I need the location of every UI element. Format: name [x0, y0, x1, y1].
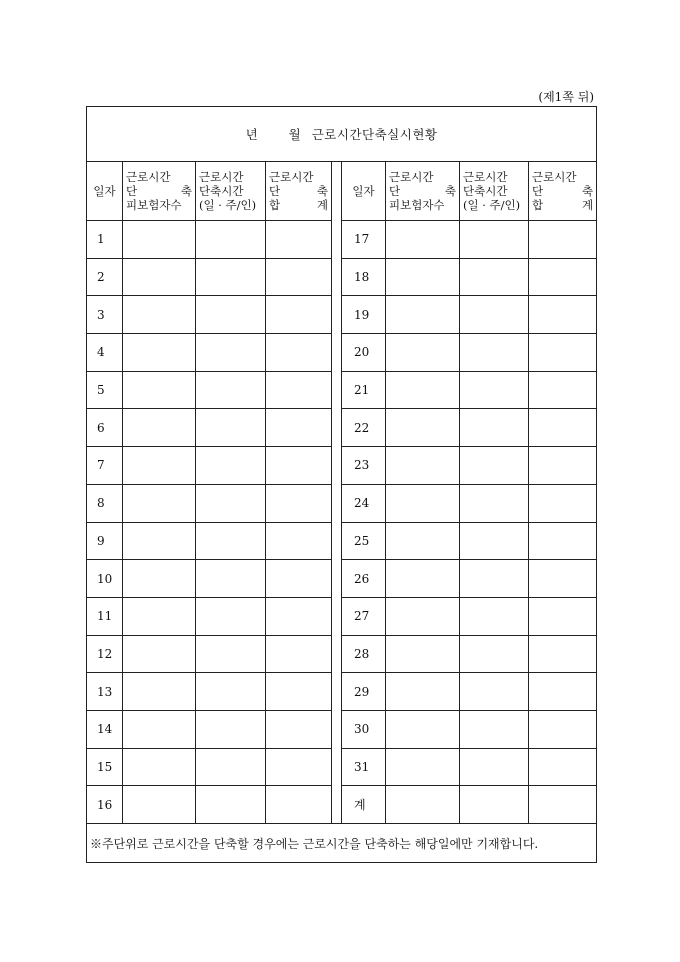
day-right: 19 [342, 296, 386, 334]
day-right: 24 [342, 484, 386, 522]
reduction-total-cell[interactable] [529, 635, 597, 673]
table-row [87, 221, 597, 259]
header-day-right: 일자 [342, 162, 386, 221]
day-right: 27 [342, 597, 386, 635]
reduced-hours-cell[interactable] [460, 371, 529, 409]
reduced-hours-cell[interactable] [460, 597, 529, 635]
insured-count-cell[interactable] [123, 673, 196, 711]
table-row [87, 786, 597, 824]
reduction-total-cell[interactable] [529, 710, 597, 748]
header-reduction-total-right [529, 162, 597, 221]
reduced-hours-cell[interactable] [196, 786, 266, 824]
reduction-total-cell[interactable] [266, 296, 332, 334]
insured-count-cell[interactable] [123, 409, 196, 447]
day-right: 28 [342, 635, 386, 673]
day-right: 30 [342, 710, 386, 748]
reduced-hours-cell[interactable] [196, 371, 266, 409]
column-gap [332, 673, 342, 711]
reduced-hours-cell[interactable] [460, 334, 529, 372]
reduced-hours-cell[interactable] [460, 447, 529, 485]
hdr-text: 단 [126, 184, 138, 198]
footnote: ※주단위로 근로시간을 단축할 경우에는 근로시간을 단축하는 해당일에만 기재합니다. [87, 824, 597, 863]
column-gap [332, 748, 342, 786]
table-row [87, 484, 597, 522]
day-left: 7 [87, 447, 123, 485]
insured-count-cell[interactable] [123, 447, 196, 485]
reduced-hours-cell[interactable] [460, 748, 529, 786]
reduction-total-cell[interactable] [266, 334, 332, 372]
reduction-total-cell[interactable] [266, 748, 332, 786]
day-left: 2 [87, 258, 123, 296]
reduction-total-cell[interactable] [266, 560, 332, 598]
reduced-hours-cell[interactable] [460, 409, 529, 447]
reduction-total-cell[interactable] [529, 258, 597, 296]
insured-count-cell[interactable] [386, 371, 460, 409]
insured-count-cell[interactable] [386, 334, 460, 372]
header-insured-count-left [123, 162, 196, 221]
reduction-total-cell[interactable] [529, 560, 597, 598]
day-left: 6 [87, 409, 123, 447]
column-gap [332, 560, 342, 598]
reduction-total-cell[interactable] [529, 748, 597, 786]
reduced-hours-cell[interactable] [196, 673, 266, 711]
header-row [87, 162, 597, 221]
insured-count-cell[interactable] [386, 447, 460, 485]
reduction-total-cell[interactable] [266, 371, 332, 409]
insured-count-cell[interactable] [123, 371, 196, 409]
reduction-total-cell[interactable] [266, 522, 332, 560]
reduction-total-cell[interactable] [529, 296, 597, 334]
insured-count-cell[interactable] [123, 258, 196, 296]
hdr-text: 축 [444, 184, 456, 198]
table-row [87, 334, 597, 372]
column-gap [332, 371, 342, 409]
hdr-text: (일 · 주/인) [199, 198, 257, 212]
reduction-total-cell[interactable] [529, 484, 597, 522]
hdr-text: 근로시간 [463, 170, 508, 184]
reduced-hours-cell[interactable] [196, 748, 266, 786]
hdr-text: 계 [581, 198, 594, 212]
hdr-text: 근로시간 [389, 170, 434, 184]
reduction-total-cell[interactable] [266, 710, 332, 748]
hdr-text: 단축시간 [463, 184, 508, 198]
insured-count-cell[interactable] [123, 786, 196, 824]
reduction-total-cell[interactable] [529, 371, 597, 409]
column-gap [332, 635, 342, 673]
insured-count-cell[interactable] [123, 221, 196, 259]
hdr-text: 계 [316, 198, 328, 212]
header-reduced-hours-left [196, 162, 266, 221]
hdr-text: 피보험자수 [389, 198, 445, 212]
hdr-text: 근로시간 [269, 170, 314, 184]
insured-count-cell[interactable] [123, 522, 196, 560]
hdr-text: 근로시간 [126, 170, 171, 184]
table-row [87, 597, 597, 635]
reduced-hours-cell[interactable] [196, 484, 266, 522]
hdr-text: 단 [269, 184, 281, 198]
day-left: 1 [87, 221, 123, 259]
column-gap [332, 221, 342, 259]
insured-count-cell[interactable] [386, 484, 460, 522]
reduction-total-cell[interactable] [266, 447, 332, 485]
reduction-total-cell[interactable] [266, 786, 332, 824]
insured-count-cell[interactable] [386, 710, 460, 748]
reduced-hours-cell[interactable] [460, 484, 529, 522]
table-row [87, 522, 597, 560]
page-label: (제1쪽 뒤) [538, 90, 594, 104]
table-row [87, 710, 597, 748]
insured-count-cell[interactable] [386, 786, 460, 824]
column-gap [332, 786, 342, 824]
insured-count-cell[interactable] [123, 748, 196, 786]
day-right: 25 [342, 522, 386, 560]
reduction-total-cell[interactable] [266, 221, 332, 259]
day-right: 31 [342, 748, 386, 786]
table-row [87, 371, 597, 409]
reduced-hours-cell[interactable] [460, 710, 529, 748]
hdr-text: 축 [180, 184, 192, 198]
reduced-hours-cell[interactable] [460, 258, 529, 296]
reduced-hours-cell[interactable] [460, 522, 529, 560]
hdr-text: 단 [389, 184, 401, 198]
table-row [87, 409, 597, 447]
reduced-hours-cell[interactable] [460, 786, 529, 824]
day-left: 5 [87, 371, 123, 409]
column-gap [332, 597, 342, 635]
table-row [87, 258, 597, 296]
reduction-total-cell[interactable] [266, 635, 332, 673]
day-right: 20 [342, 334, 386, 372]
day-left: 11 [87, 597, 123, 635]
reduced-hours-cell[interactable] [196, 334, 266, 372]
day-left: 4 [87, 334, 123, 372]
header-reduction-total-left [266, 162, 332, 221]
day-right: 26 [342, 560, 386, 598]
day-left: 10 [87, 560, 123, 598]
day-left: 12 [87, 635, 123, 673]
table-row [87, 748, 597, 786]
reduction-total-cell[interactable] [266, 258, 332, 296]
insured-count-cell[interactable] [123, 296, 196, 334]
day-right: 22 [342, 409, 386, 447]
hdr-text: 축 [316, 184, 328, 198]
reduction-total-cell[interactable] [529, 597, 597, 635]
day-right: 21 [342, 371, 386, 409]
reduction-total-cell[interactable] [529, 786, 597, 824]
reduction-total-cell[interactable] [529, 673, 597, 711]
column-gap [332, 522, 342, 560]
table-row [87, 635, 597, 673]
title-text: 근로시간단축실시현황 [311, 127, 438, 142]
insured-count-cell[interactable] [123, 560, 196, 598]
day-left: 13 [87, 673, 123, 711]
reduced-hours-cell[interactable] [460, 560, 529, 598]
header-insured-count-right [386, 162, 460, 221]
column-gap [332, 296, 342, 334]
form-title [87, 107, 597, 162]
insured-count-cell[interactable] [123, 635, 196, 673]
table-row [87, 560, 597, 598]
hdr-text: 피보험자수 [126, 198, 182, 212]
column-gap [332, 258, 342, 296]
hdr-text: 합 [532, 198, 544, 212]
insured-count-cell[interactable] [386, 296, 460, 334]
insured-count-cell[interactable] [123, 597, 196, 635]
column-gap [332, 710, 342, 748]
table-row [87, 447, 597, 485]
day-left: 14 [87, 710, 123, 748]
hdr-text: 근로시간 [532, 170, 577, 184]
work-hours-reduction-table [86, 106, 597, 863]
day-right: 17 [342, 221, 386, 259]
reduced-hours-cell[interactable] [460, 296, 529, 334]
reduced-hours-cell[interactable] [460, 221, 529, 259]
day-right: 계 [342, 786, 386, 824]
reduction-total-cell[interactable] [529, 447, 597, 485]
day-right: 18 [342, 258, 386, 296]
insured-count-cell[interactable] [386, 258, 460, 296]
insured-count-cell[interactable] [386, 560, 460, 598]
reduction-total-cell[interactable] [529, 409, 597, 447]
insured-count-cell[interactable] [386, 409, 460, 447]
insured-count-cell[interactable] [123, 484, 196, 522]
reduced-hours-cell[interactable] [196, 635, 266, 673]
year-unit: 년 [245, 127, 259, 142]
reduced-hours-cell[interactable] [196, 560, 266, 598]
reduction-total-cell[interactable] [266, 409, 332, 447]
hdr-text: 단 [532, 184, 544, 198]
hdr-text: 근로시간 [199, 170, 244, 184]
insured-count-cell[interactable] [386, 221, 460, 259]
reduced-hours-cell[interactable] [196, 221, 266, 259]
insured-count-cell[interactable] [386, 748, 460, 786]
day-left: 15 [87, 748, 123, 786]
table-row [87, 296, 597, 334]
day-left: 3 [87, 296, 123, 334]
reduced-hours-cell[interactable] [196, 447, 266, 485]
reduced-hours-cell[interactable] [196, 296, 266, 334]
hdr-text: 합 [269, 198, 281, 212]
column-gap [332, 334, 342, 372]
insured-count-cell[interactable] [386, 635, 460, 673]
reduction-total-cell[interactable] [266, 484, 332, 522]
day-left: 8 [87, 484, 123, 522]
reduction-total-cell[interactable] [529, 522, 597, 560]
column-gap [332, 484, 342, 522]
reduced-hours-cell[interactable] [196, 710, 266, 748]
day-left: 16 [87, 786, 123, 824]
insured-count-cell[interactable] [386, 522, 460, 560]
reduction-total-cell[interactable] [529, 334, 597, 372]
month-unit: 월 [288, 127, 302, 142]
reduction-total-cell[interactable] [266, 597, 332, 635]
table-row [87, 673, 597, 711]
column-gap [332, 447, 342, 485]
hdr-text: 단축시간 [199, 184, 244, 198]
column-gap [332, 409, 342, 447]
hdr-text: (일 · 주/인) [463, 198, 521, 212]
reduction-total-cell[interactable] [529, 221, 597, 259]
reduced-hours-cell[interactable] [460, 673, 529, 711]
reduced-hours-cell[interactable] [196, 522, 266, 560]
day-left: 9 [87, 522, 123, 560]
insured-count-cell[interactable] [123, 334, 196, 372]
day-right: 29 [342, 673, 386, 711]
reduced-hours-cell[interactable] [460, 635, 529, 673]
hdr-text: 축 [581, 184, 594, 198]
reduced-hours-cell[interactable] [196, 409, 266, 447]
insured-count-cell[interactable] [123, 710, 196, 748]
reduced-hours-cell[interactable] [196, 597, 266, 635]
header-reduced-hours-right [460, 162, 529, 221]
header-day-left: 일자 [87, 162, 123, 221]
insured-count-cell[interactable] [386, 597, 460, 635]
insured-count-cell[interactable] [386, 673, 460, 711]
day-right: 23 [342, 447, 386, 485]
reduced-hours-cell[interactable] [196, 258, 266, 296]
reduction-total-cell[interactable] [266, 673, 332, 711]
column-gap [332, 162, 342, 221]
